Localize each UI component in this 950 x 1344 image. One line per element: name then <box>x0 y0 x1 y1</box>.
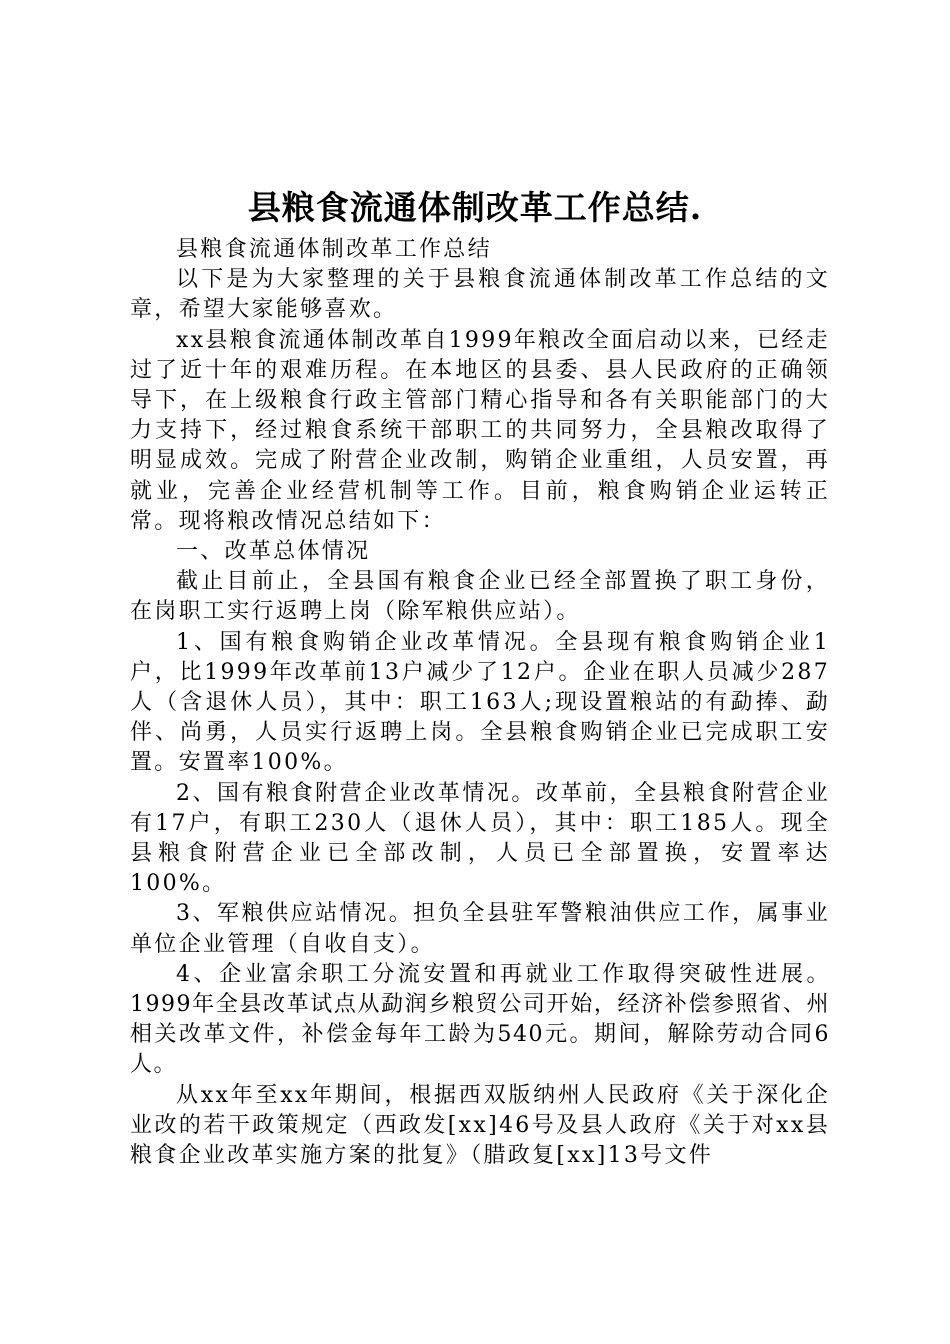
document-body <box>130 235 830 1171</box>
paragraph-subtitle: 县粮食流通体制改革工作总结 <box>176 237 492 262</box>
paragraph-status: 截止目前止，全县国有粮食企业已经全部置换了职工身份，在岗职工实行返聘上岗（除军粮供应站）。 <box>130 569 830 625</box>
paragraph-item-4: 4、企业富余职工分流安置和再就业工作取得突破性进展。1999年全县改革试点从勐润乡粮贸公司开始，经济补偿参照省、州相关改革文件，补偿金每年工龄为540元。期间，解除劳动合同6人。 <box>130 961 830 1078</box>
paragraph-item-3: 3、军粮供应站情况。担负全县驻军警粮油供应工作，属事业单位企业管理（自收自支）。 <box>130 901 830 957</box>
paragraph-item-2: 2、国有粮食附营企业改革情况。改革前，全县粮食附营企业有17户，有职工230人（退休人员），其中：职工185人。现全县粮食附营企业已全部改制，人员已全部置换，安置率达100%。 <box>130 780 830 897</box>
document-title: 县粮食流通体制改革工作总结. <box>247 188 703 227</box>
section-heading-overall: 一、改革总体情况 <box>176 539 371 565</box>
paragraph-policy: 从xx年至xx年期间，根据西双版纳州人民政府《关于深化企业改的若干政策规定（西政发[xx]46号及县人政府《关于对xx县粮食企业改革实施方案的批复》（腊政复[xx]13号文件 <box>130 1082 830 1169</box>
paragraph-intro: 以下是为大家整理的关于县粮食流通体制改革工作总结的文章，希望大家能够喜欢。 <box>130 267 830 323</box>
paragraph-item-1: 1、国有粮食购销企业改革情况。全县现有粮食购销企业1户，比1999年改革前13户减少了12户。企业在职人员减少287人（含退休人员），其中：职工163人;现设置粮站的有勐捧、勐伴、尚勇，人员实行返聘上岗。全县粮食购销企业已完成职工安置。安置率100%。 <box>130 629 830 776</box>
paragraph-overview: xx县粮食流通体制改革自1999年粮改全面启动以来，已经走过了近十年的艰难历程。在本地区的县委、县人民政府的正确领导下，在上级粮食行政主管部门精心指导和各有关职能部门的大力支持下，经过粮食系统干部职工的共同努力，全县粮改取得了明显成效。完成了附营企业改制，购销企业重组，人员安置，再就业，完善企业经营机制等工作。目前，粮食购销企业运转正常。现将粮改情况总结如下： <box>130 327 830 534</box>
